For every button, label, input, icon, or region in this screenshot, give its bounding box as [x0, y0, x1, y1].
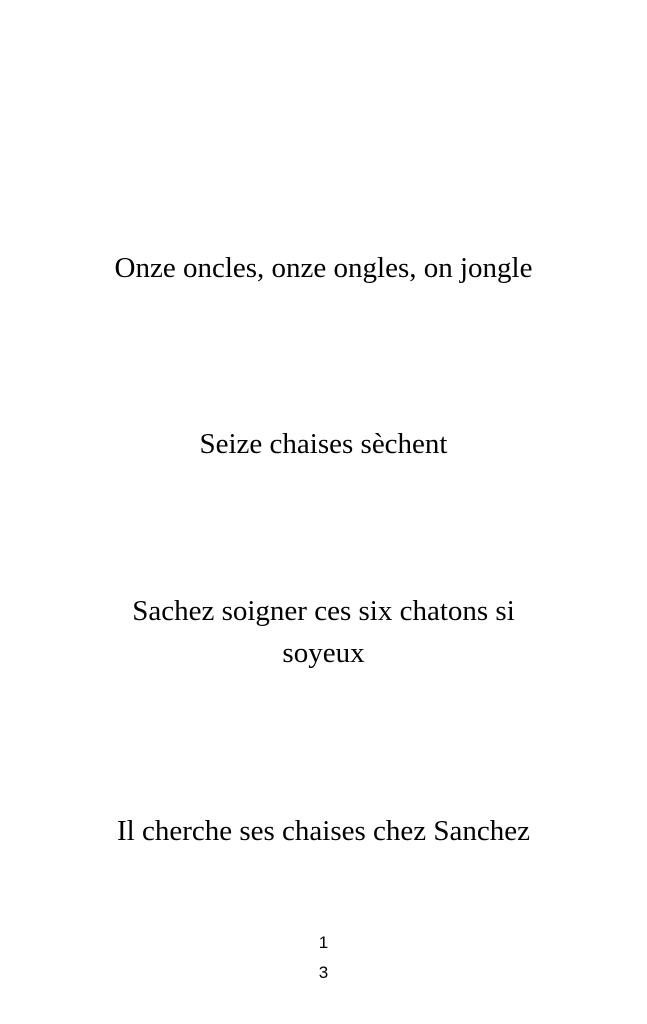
page-number-line-1: 1 [318, 933, 329, 952]
tongue-twister-onze-oncles: Onze oncles, onze ongles, on jongle [114, 252, 533, 284]
page-number-line-2: 3 [318, 963, 329, 982]
tongue-twister-seize-chaises: Seize chaises sèchent [199, 428, 448, 460]
tongue-twister-sachez-soigner-line-1: Sachez soigner ces six chatons si [132, 595, 515, 627]
tongue-twister-il-cherche: Il cherche ses chaises chez Sanchez [116, 815, 531, 847]
tongue-twister-sachez-soigner-line-2: soyeux [282, 637, 365, 669]
